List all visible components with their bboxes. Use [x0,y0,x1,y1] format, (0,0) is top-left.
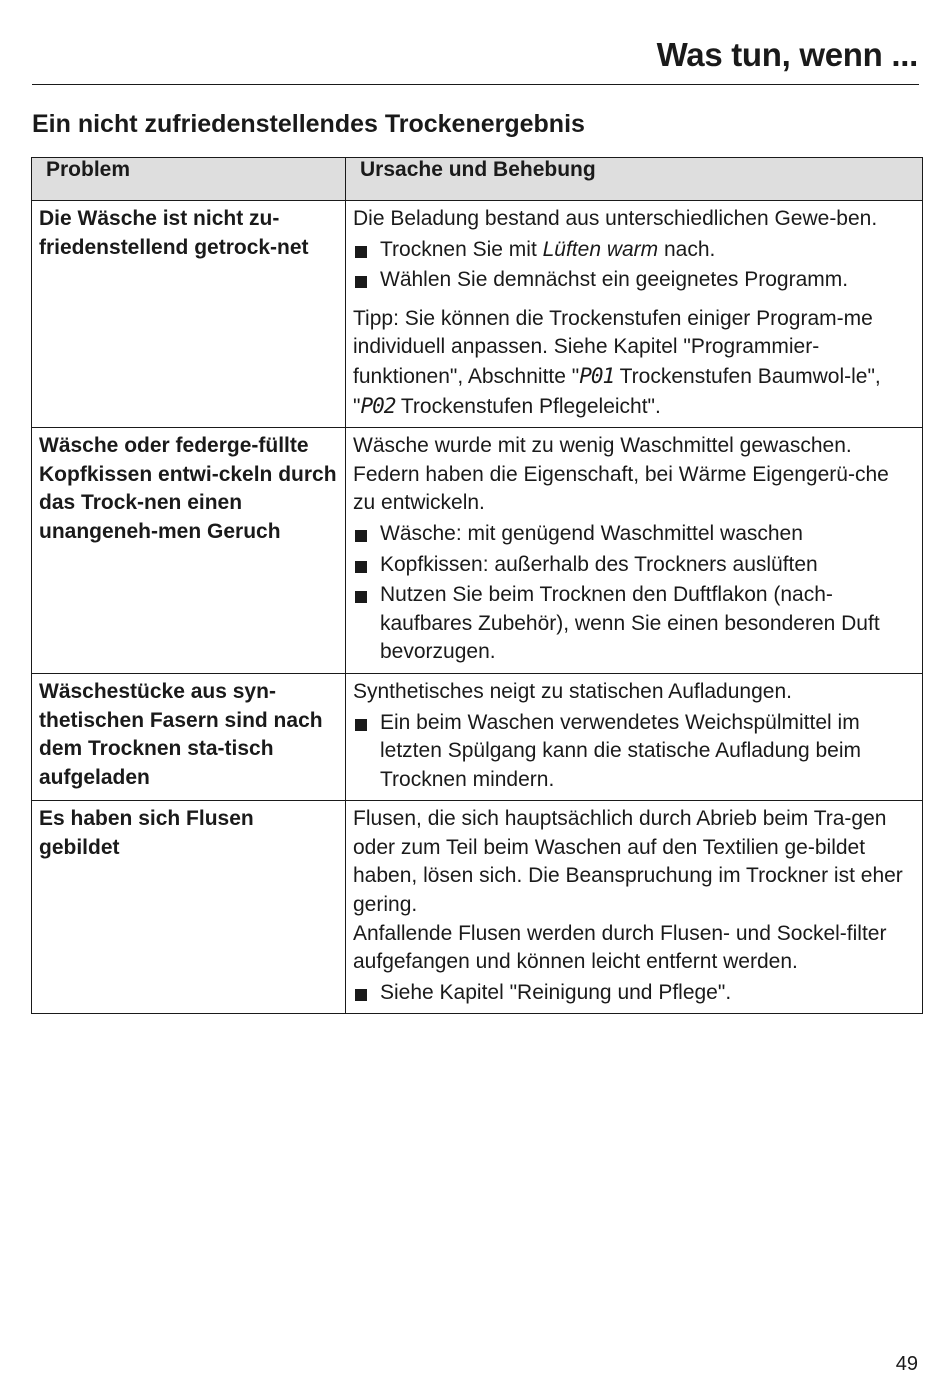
cause-text: Anfallende Flusen werden durch Flusen- und Sockel-filter aufgefangen und können leicht entfernt werden. [353,921,887,974]
bullet-item [353,236,914,265]
section-title: Ein nicht zufriedenstellendes Trockenergebnis [32,110,585,138]
table-row [32,801,923,1014]
table-row [32,673,923,800]
cause-cell [346,673,923,800]
cause-text: Wäsche wurde mit zu wenig Waschmittel gewaschen. Federn haben die Eigenschaft, bei Wärme Eigengerü-che zu entwickeln. [353,434,889,515]
column-header-cause: Ursache und Behebung [346,158,923,201]
cause-text: Synthetisches neigt zu statischen Aufladungen. [353,679,792,703]
problem-cell: Die Wäsche ist nicht zu-friedenstellend getrock-net [32,201,346,428]
cause-text: Flusen, die sich hauptsächlich durch Abrieb beim Tra-gen oder zum Teil beim Waschen auf den Textilien ge-bildet haben, lösen sich. Die Beanspruchung im Trockner ist eher gering. [353,807,903,917]
cause-text: Die Beladung bestand aus unterschiedlichen Gewe-ben. [353,207,878,230]
program-name: Lüften warm [542,237,659,261]
tip-text [353,305,914,421]
display-code-p01: P01 [579,363,615,388]
display-code-p02: P02 [360,393,396,418]
bullet-item: Wählen Sie demnächst ein geeignetes Programm. [353,266,914,295]
bullet-item: Wäsche: mit genügend Waschmittel waschen [353,520,914,549]
column-header-problem: Problem [32,158,346,201]
header-divider [32,84,919,85]
table-row [32,201,923,428]
bullet-item: Ein beim Waschen verwendetes Weichspülmittel im letzten Spülgang kann die statische Aufladung beim Trocknen mindern. [353,709,914,795]
bullet-text: nach. [658,237,716,261]
cause-cell [346,801,923,1014]
cause-cell [346,428,923,674]
troubleshooting-table [31,157,923,1014]
cause-cell [346,201,923,428]
bullet-item: Nutzen Sie beim Trocknen den Duftflakon (nach-kaufbares Zubehör), wenn Sie einen besonderen Duft bevorzugen. [353,581,914,667]
table-header-row [32,158,923,201]
page-header-title: Was tun, wenn ... [656,36,918,73]
problem-cell: Wäsche oder federge-füllte Kopfkissen entwi-ckeln durch das Trock-nen einen unangeneh-men Geruch [32,428,346,674]
bullet-text: Trocknen Sie mit [380,237,543,261]
problem-cell: Wäschestücke aus syn-thetischen Fasern sind nach dem Trocknen sta-tisch aufgeladen [32,673,346,800]
tip-text-part: Tipp: Sie können die Trockenstufen einiger Program-me individuell anpassen. Siehe Kapitel "Programmier-funktionen", Abschnitte " [353,306,873,388]
bullet-item: Siehe Kapitel "Reinigung und Pflege". [353,979,914,1008]
page-number: 49 [895,1353,918,1375]
bullet-item: Kopfkissen: außerhalb des Trockners auslüften [353,551,914,580]
tip-text-part: Trockenstufen Baumwol-le", " [353,364,881,418]
table-row [32,428,923,674]
tip-text-part: Trockenstufen Pflegeleicht". [395,394,661,418]
problem-cell: Es haben sich Flusen gebildet [32,801,346,1014]
